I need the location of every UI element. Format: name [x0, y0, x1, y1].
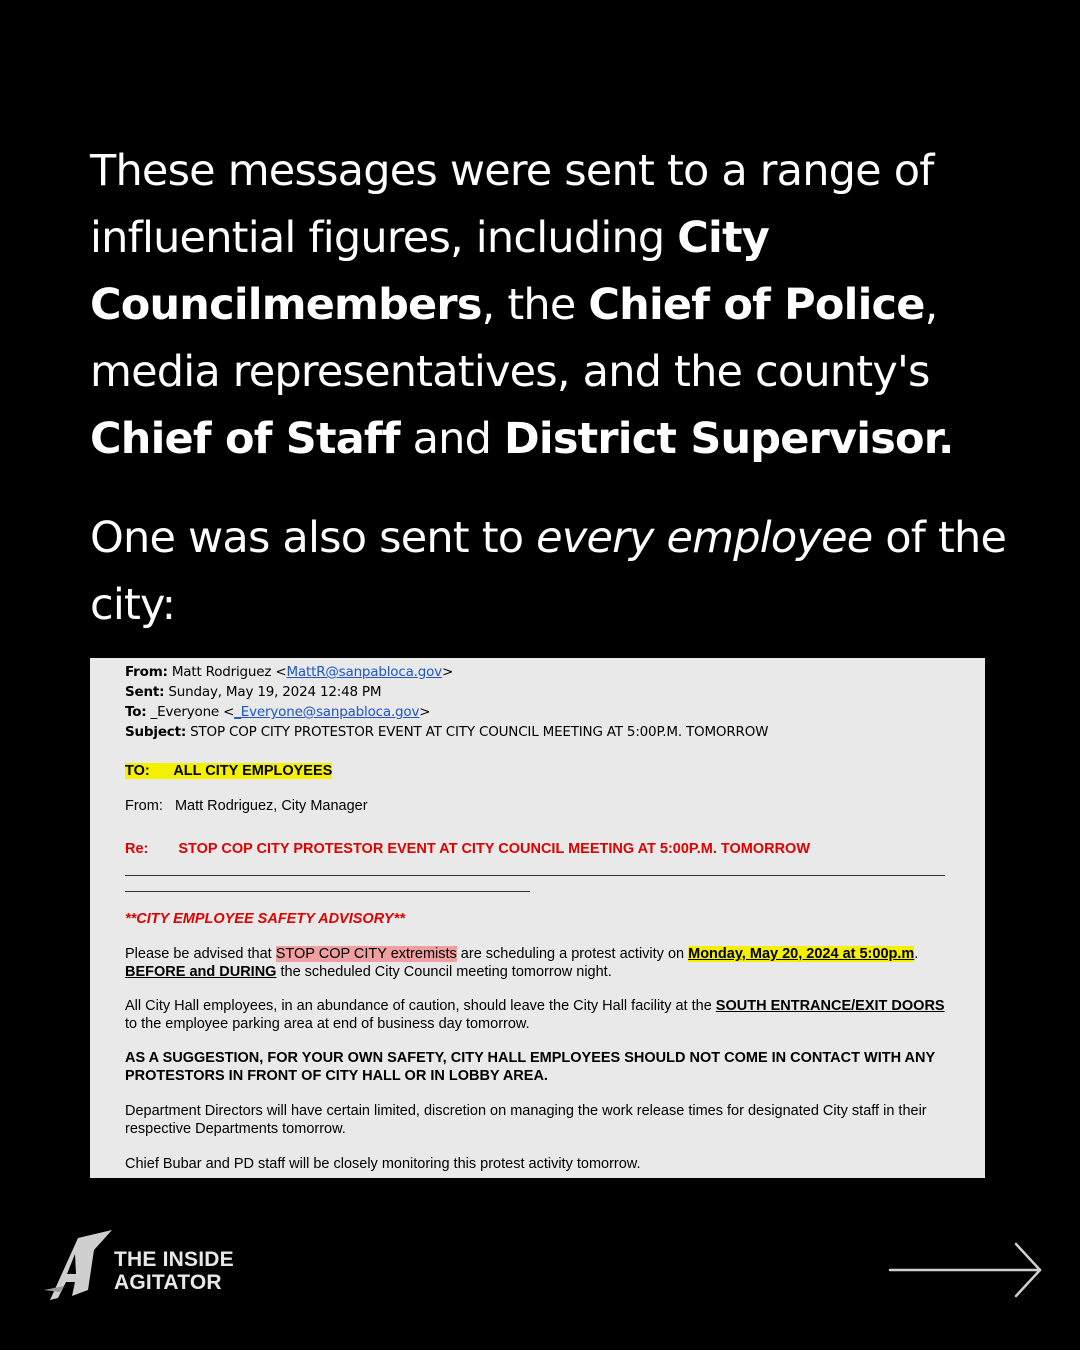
email-to-end: > [419, 704, 431, 720]
right-arrow-icon[interactable] [888, 1240, 1048, 1300]
p1-text-d: the scheduled City Council meeting tomorrow night. [276, 964, 612, 980]
memo-to [125, 762, 955, 780]
p2-doors: SOUTH ENTRANCE/EXIT DOORS [715, 998, 945, 1014]
intro-text-3: , media representatives, and the county's [90, 280, 938, 397]
email-subject-line [125, 722, 768, 742]
email-subject-value: STOP COP CITY PROTESTOR EVENT AT CITY COUNCIL MEETING AT 5:00P.M. TOMORROW [186, 724, 769, 740]
intro-bold-chief-of-police: Chief of Police [588, 280, 925, 330]
memo-re [125, 840, 955, 858]
email-from-end: > [441, 664, 454, 680]
memo-to-highlight: TO: ALL CITY EMPLOYEES [125, 763, 333, 779]
divider-line-1 [125, 875, 945, 876]
p1-text-c: . [914, 946, 919, 962]
brand-line-2: AGITATOR [114, 1271, 222, 1294]
intro-paragraph [90, 138, 1010, 473]
safety-advisory-heading: **CITY EMPLOYEE SAFETY ADVISORY** [125, 911, 405, 927]
intro-bold-city-councilmembers: City Councilmembers [90, 213, 769, 330]
intro-text-2: , the [481, 280, 589, 330]
memo-from: From: Matt Rodriguez, City Manager [125, 798, 368, 814]
email-paragraph-4: Department Directors will have certain limited, discretion on managing the work release times for designated City staff in their respective Departments tomorrow. [125, 1103, 927, 1137]
email-paragraph-5: Chief Bubar and PD staff will be closely monitoring this protest activity tomorrow. [125, 1156, 641, 1172]
email-to-label: To: [125, 704, 147, 720]
intro-text-4: and [399, 414, 504, 464]
p2-text-a: All City Hall employees, in an abundance of caution, should leave the City Hall facility at the [125, 998, 716, 1014]
email-screenshot [90, 658, 985, 1178]
divider-line-2 [125, 891, 530, 892]
email-paragraph-2 [125, 997, 955, 1033]
email-sent-label: Sent: [125, 684, 165, 700]
email-paragraph-3: AS A SUGGESTION, FOR YOUR OWN SAFETY, CITY HALL EMPLOYEES SHOULD NOT COME IN CONTACT WITH ANY PROTESTORS IN FRONT OF CITY HALL OR IN LOBBY AREA. [125, 1050, 935, 1084]
memo-re-value: STOP COP CITY PROTESTOR EVENT AT CITY COUNCIL MEETING AT 5:00P.M. TOMORROW [178, 841, 811, 857]
memo-re-label: Re: [125, 841, 149, 857]
email-from-address-link[interactable]: MattR@sanpabloca.gov [286, 664, 442, 680]
p1-text-a: Please be advised that [125, 946, 276, 962]
second-paragraph [90, 505, 1010, 639]
brand-logo [42, 1230, 262, 1310]
agitator-a-logo-icon [42, 1230, 114, 1310]
email-paragraph-1 [125, 945, 955, 981]
intro-bold-chief-of-staff: Chief of Staff [90, 414, 400, 464]
second-emphasis: every employee [536, 513, 873, 563]
email-subject-label: Subject: [125, 724, 187, 740]
email-from-line [125, 662, 453, 682]
p1-extremists-highlight: STOP COP CITY extremists [275, 946, 457, 962]
p1-text-b: are scheduling a protest activity on [456, 946, 689, 962]
email-to-name: _Everyone < [146, 704, 235, 720]
second-text-2: of the city: [90, 513, 1007, 630]
intro-text-1: These messages were sent to a range of influential figures, including [90, 146, 934, 263]
email-to-line [125, 702, 430, 722]
brand-name [114, 1248, 234, 1294]
p1-date-highlight: Monday, May 20, 2024 at 5:00p.m [688, 946, 915, 962]
brand-line-1: THE INSIDE [114, 1248, 234, 1271]
second-text-1: One was also sent to [90, 513, 537, 563]
email-from-name: Matt Rodriguez < [167, 664, 287, 680]
email-sent-line [125, 682, 381, 702]
email-from-label: From: [125, 664, 168, 680]
intro-bold-district-supervisor: District Supervisor. [503, 414, 954, 464]
email-to-address-link[interactable]: _Everyone@sanpabloca.gov [234, 704, 420, 720]
p1-before-during: BEFORE and DURING [125, 964, 277, 980]
p2-text-b: to the employee parking area at end of business day tomorrow. [125, 1016, 530, 1032]
email-sent-value: Sunday, May 19, 2024 12:48 PM [164, 684, 382, 700]
